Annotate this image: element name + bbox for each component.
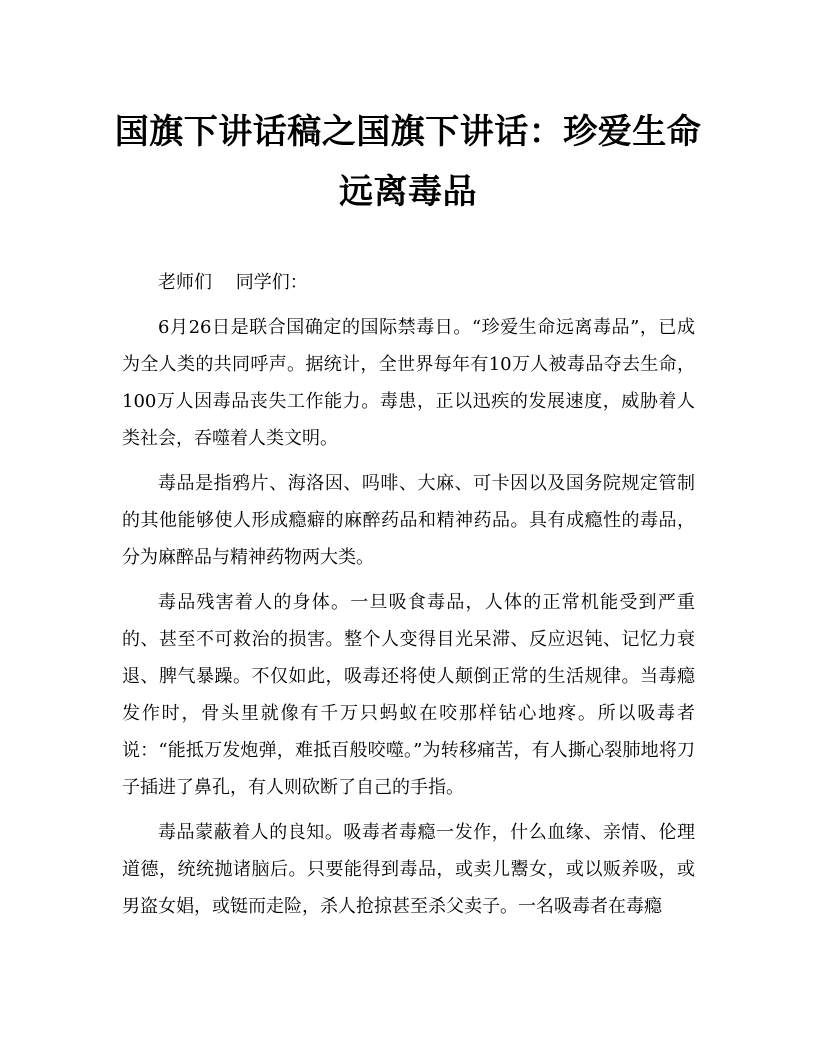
document-body: [122, 264, 695, 933]
paragraph-drug-harms-body: 毒品残害着人的身体。一旦吸食毒品，人体的正常机能受到严重的、甚至不可救治的损害。整个人变得目光呆滞、反应迟钝、记忆力衰退、脾气暴躁。不仅如此，吸毒还将使人颠倒正常的生活规律。当毒瘾发作时，骨头里就像有千万只蚂蚁在咬那样钻心地疼。所以吸毒者说：“能抵万发炮弹，难抵百般咬噬。”为转移痛苦，有人撕心裂肺地将刀子插进了鼻孔，有人则砍断了自己的手指。: [122, 592, 695, 798]
salutation: 老师们 同学们：: [158, 272, 308, 293]
paragraph-drug-definition: 毒品是指鸦片、海洛因、吗啡、大麻、可卡因以及国务院规定管制的其他能够使人形成瘾癖的麻醉药品和精神药品。具有成瘾性的毒品，分为麻醉品与精神药物两大类。: [122, 473, 695, 568]
paragraph-drug-harms-conscience: 毒品蒙蔽着人的良知。吸毒者毒瘾一发作，什么血缘、亲情、伦理道德，统统抛诸脑后。只要能得到毒品，或卖儿鬻女，或以贩养吸，或男盗女娼，或铤而走险，杀人抢掠甚至杀父卖子。一名吸毒者在毒瘾: [122, 822, 695, 917]
paragraph-drug-day: 6月26日是联合国确定的国际禁毒日。“珍爱生命远离毒品”，已成为全人类的共同呼声。据统计，全世界每年有10万人被毒品夺去生命，100万人因毒品丧失工作能力。毒患，正以迅疾的发展速度，威胁着人类社会，吞噬着人类文明。: [122, 317, 695, 449]
document-title: 国旗下讲话稿之国旗下讲话：珍爱生命远离毒品: [114, 112, 702, 212]
